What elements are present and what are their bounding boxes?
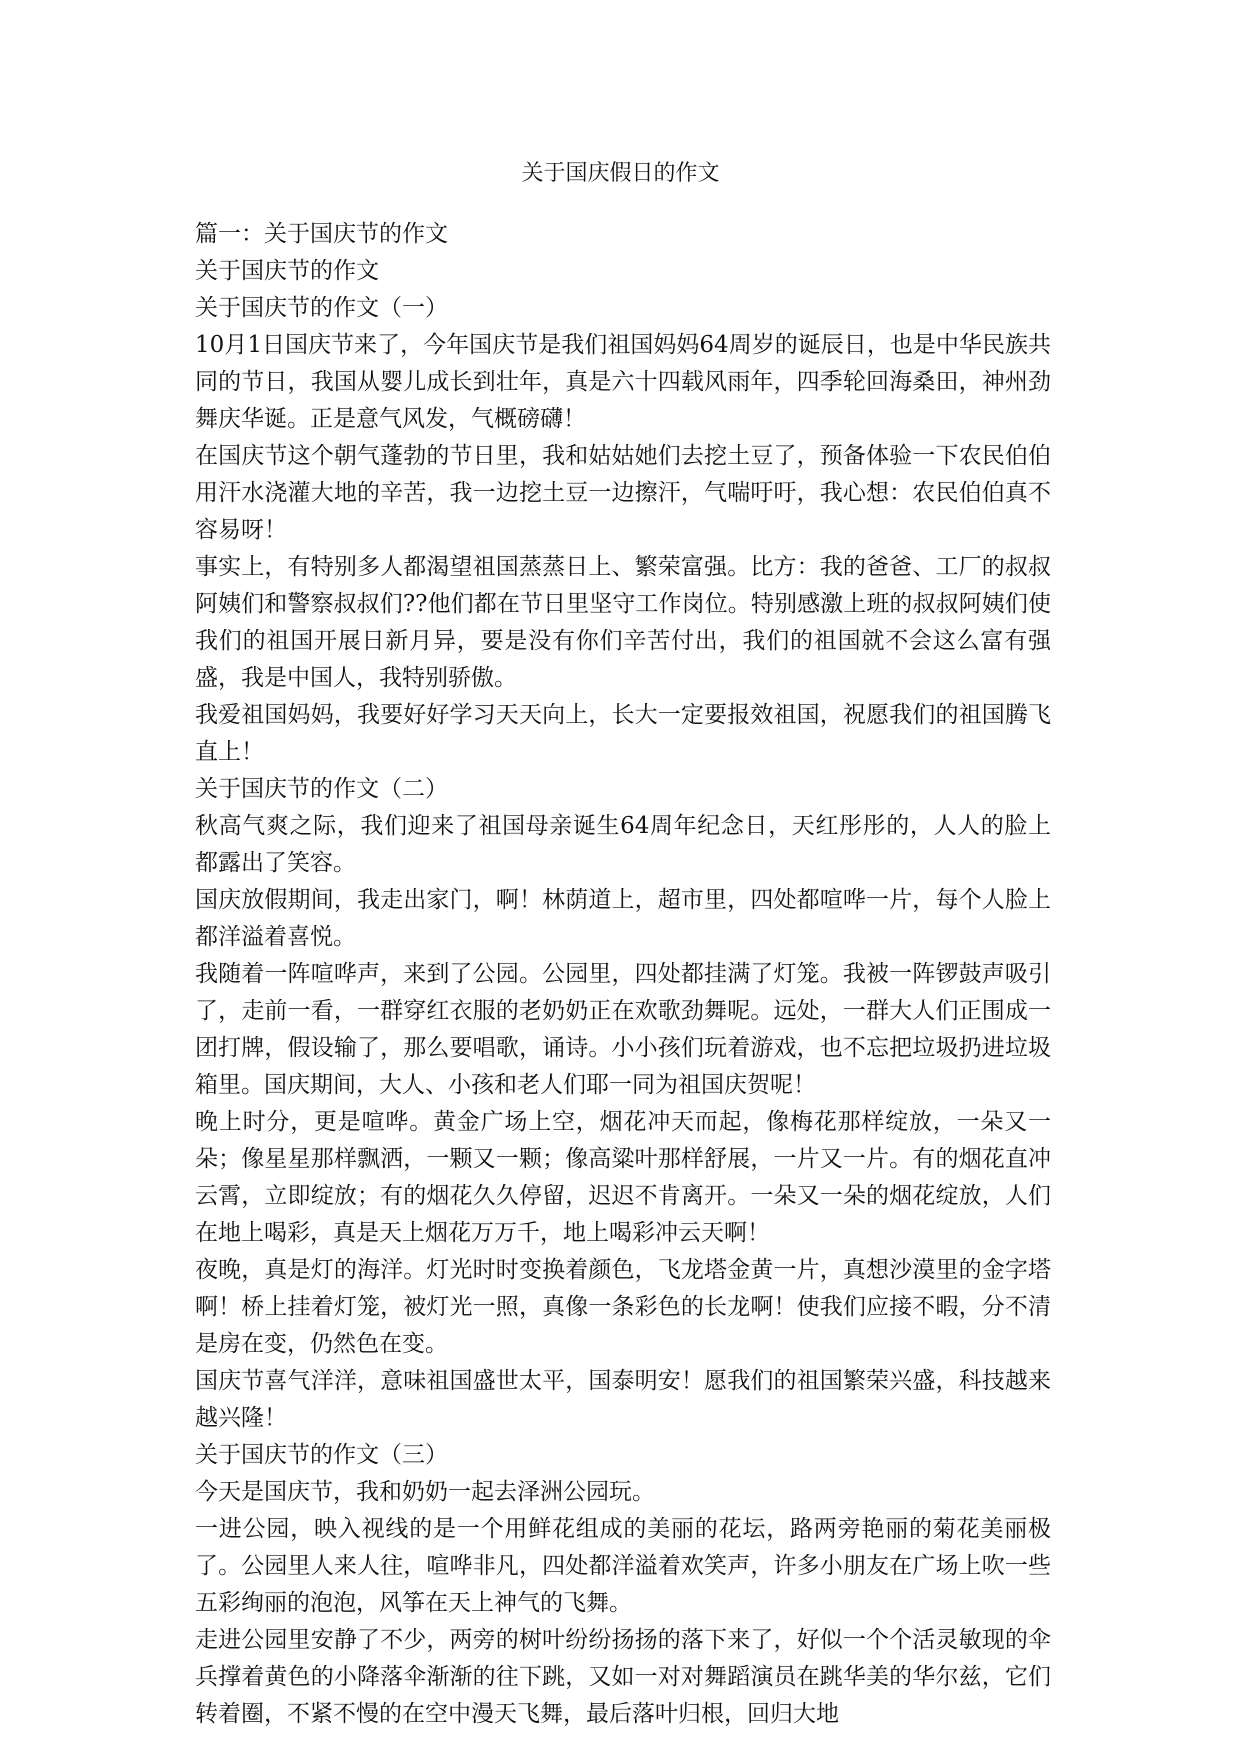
- paragraph: 10月1日国庆节来了，今年国庆节是我们祖国妈妈64周岁的诞辰日，也是中华民族共同的节日，我国从婴儿成长到壮年，真是六十四载风雨年，四季轮回海桑田，神州劲舞庆华诞。正是意气风发，气概磅礴！: [195, 332, 1051, 432]
- document-title: 关于国庆假日的作文: [521, 161, 720, 186]
- essay-heading-3: 关于国庆节的作文（三）: [195, 1442, 448, 1468]
- paragraph: 我随着一阵喧哗声，来到了公园。公园里，四处都挂满了灯笼。我被一阵锣鼓声吸引了，走前一看，一群穿红衣服的老奶奶正在欢歌劲舞呢。远处，一群大人们正围成一团打牌，假设输了，那么要唱歌，诵诗。小小孩们玩着游戏，也不忘把垃圾扔进垃圾箱里。国庆期间，大人、小孩和老人们耶一同为祖国庆贺呢！: [195, 961, 1051, 1098]
- essay-title: 关于国庆节的作文: [195, 258, 379, 284]
- paragraph: 事实上，有特别多人都渴望祖国蒸蒸日上、繁荣富强。比方：我的爸爸、工厂的叔叔阿姨们和警察叔叔们??他们都在节日里坚守工作岗位。特别感激上班的叔叔阿姨们使我们的祖国开展日新月异，要是没有你们辛苦付出，我们的祖国就不会这么富有强盛，我是中国人，我特别骄傲。: [195, 554, 1051, 691]
- paragraph: 一进公园，映入视线的是一个用鲜花组成的美丽的花坛，路两旁艳丽的菊花美丽极了。公园里人来人往，喧哗非凡，四处都洋溢着欢笑声，许多小朋友在广场上吹一些五彩绚丽的泡泡，风筝在天上神气的飞舞。: [195, 1516, 1051, 1616]
- paragraph: 夜晚，真是灯的海洋。灯光时时变换着颜色，飞龙塔金黄一片，真想沙漠里的金字塔啊！桥上挂着灯笼，被灯光一照，真像一条彩色的长龙啊！使我们应接不暇，分不清是房在变，仍然色在变。: [195, 1257, 1051, 1357]
- paragraph: 秋高气爽之际，我们迎来了祖国母亲诞生64周年纪念日，天红彤彤的，人人的脸上都露出了笑容。: [195, 813, 1051, 876]
- essay-heading-1: 关于国庆节的作文（一）: [195, 295, 448, 321]
- paragraph: 今天是国庆节，我和奶奶一起去泽洲公园玩。: [195, 1479, 655, 1505]
- paragraph: 国庆节喜气洋洋，意味祖国盛世太平，国泰明安！愿我们的祖国繁荣兴盛，科技越来越兴隆！: [195, 1368, 1051, 1431]
- paragraph: 晚上时分，更是喧哗。黄金广场上空，烟花冲天而起，像梅花那样绽放，一朵又一朵；像星星那样飘洒，一颗又一颗；像高粱叶那样舒展，一片又一片。有的烟花直冲云霄，立即绽放；有的烟花久久停留，迟迟不肯离开。一朵又一朵的烟花绽放，人们在地上喝彩，真是天上烟花万万千，地上喝彩冲云天啊！: [195, 1109, 1051, 1246]
- paragraph: 在国庆节这个朝气蓬勃的节日里，我和姑姑她们去挖土豆了，预备体验一下农民伯伯用汗水浇灌大地的辛苦，我一边挖土豆一边擦汗，气喘吁吁，我心想：农民伯伯真不容易呀！: [195, 443, 1051, 543]
- essay-heading-2: 关于国庆节的作文（二）: [195, 776, 448, 802]
- paragraph: 国庆放假期间，我走出家门，啊！林荫道上，超市里，四处都喧哗一片，每个人脸上都洋溢着喜悦。: [195, 887, 1051, 950]
- paragraph: 我爱祖国妈妈，我要好好学习天天向上，长大一定要报效祖国，祝愿我们的祖国腾飞直上！: [195, 702, 1051, 765]
- paragraph: 走进公园里安静了不少，两旁的树叶纷纷扬扬的落下来了，好似一个个活灵敏现的伞兵撑着黄色的小降落伞渐渐的往下跳，又如一对对舞蹈演员在跳华美的华尔兹，它们转着圈，不紧不慢的在空中漫天飞舞，最后落叶归根，回归大地: [195, 1627, 1051, 1727]
- document-body: [195, 216, 1051, 1733]
- section-heading-part-one: 篇一：关于国庆节的作文: [195, 221, 448, 247]
